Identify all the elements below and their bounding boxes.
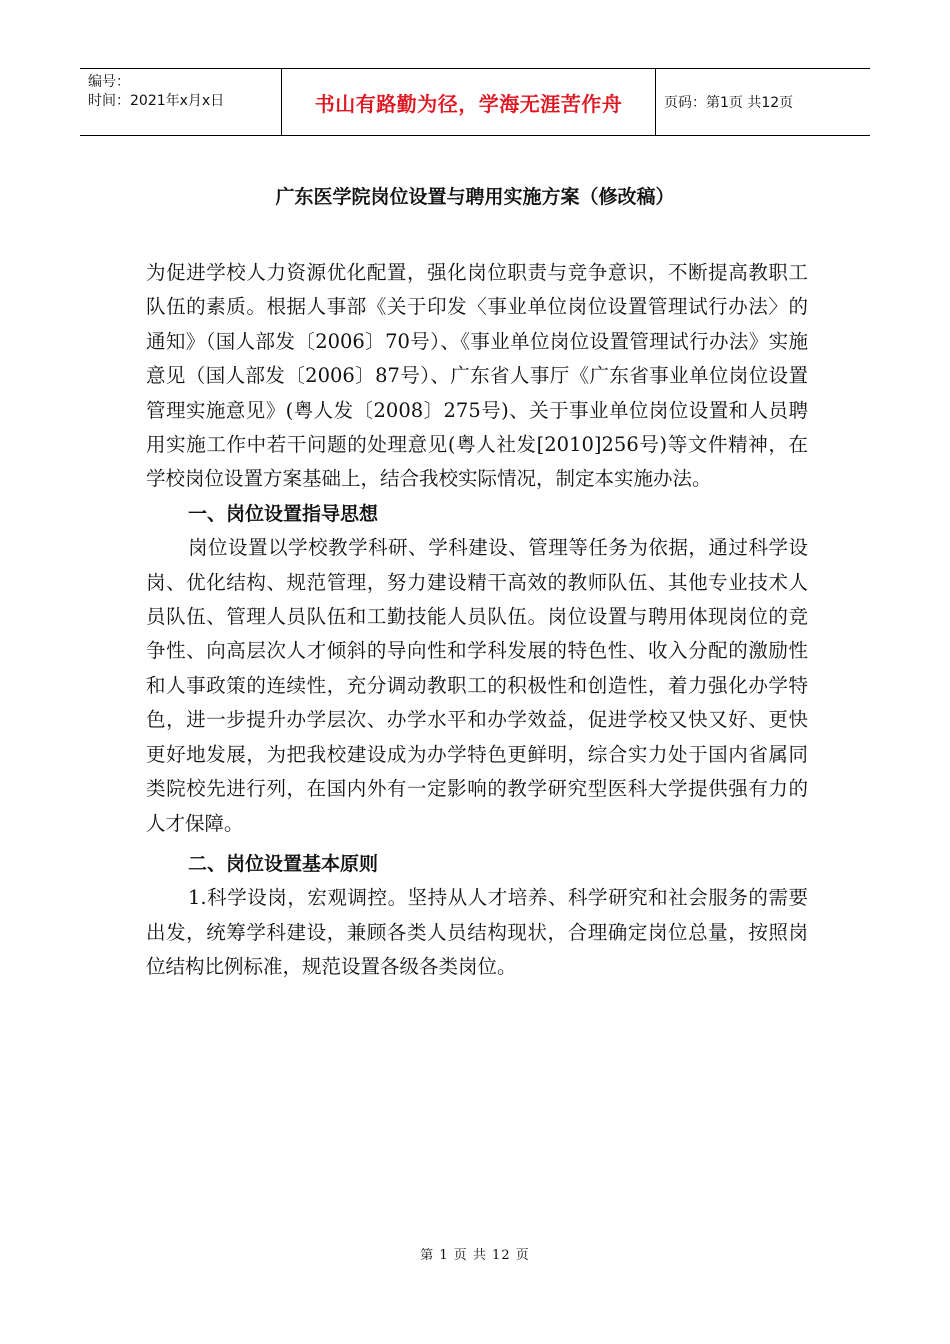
section-list-item: 1.科学设岗，宏观调控。坚持从人才培养、科学研究和社会服务的需要出发，统筹学科建设，兼顾各类人员结构现状，合理确定岗位总量，按照岗位结构比例标准，规范设置各级各类岗位。 [146, 886, 808, 979]
header-page-info: 页码：第1页 共12页 [664, 95, 794, 111]
page-header [80, 68, 870, 136]
section-heading: 一、岗位设置指导思想 [188, 502, 379, 525]
section-paragraph: 岗位设置以学校教学科研、学科建设、管理等任务为依据，通过科学设岗、优化结构、规范管理，努力建设精干高效的教师队伍、其他专业技术人员队伍、管理人员队伍和工勤技能人员队伍。岗位设置与聘用体现岗位的竞争性、向高层次人才倾斜的导向性和学科发展的特色性、收入分配的激励性和人事政策的连续性，充分调动教职工的积极性和创造性，着力强化办学特色，进一步提升办学层次、办学水平和办学效益，促进学校又快又好、更快更好地发展，为把我校建设成为办学特色更鲜明，综合实力处于国内省属同类院校先进行列，在国内外有一定影响的教学研究型医科大学提供强有力的人才保障。 [146, 536, 808, 835]
document-title: 广东医学院岗位设置与聘用实施方案（修改稿） [275, 186, 675, 208]
document-number-label: 编号： [88, 74, 130, 90]
header-meta-cell [80, 69, 282, 135]
header-motto: 书山有路勤为径，学海无涯苦作舟 [282, 69, 656, 135]
document-body [146, 256, 808, 985]
section-heading: 二、岗位设置基本原则 [188, 852, 379, 875]
page-footer: 第 1 页 共 12 页 [420, 1248, 530, 1263]
intro-paragraph: 为促进学校人力资源优化配置，强化岗位职责与竞争意识，不断提高教职工队伍的素质。根据人事部《关于印发〈事业单位岗位设置管理试行办法〉的通知》（国人部发〔2006〕70号）、《事业单位岗位设置管理试行办法》实施意见（国人部发〔2006〕87号）、广东省人事厅《广东省事业单位岗位设置管理实施意见》(粤人发〔2008〕275号)、关于事业单位岗位设置和人员聘用实施工作中若干问题的处理意见(粤人社发[2010]256号)等文件精神，在学校岗位设置方案基础上，结合我校实际情况，制定本实施办法。 [146, 261, 808, 491]
document-time-label: 时间：2021年x月x日 [88, 93, 225, 109]
